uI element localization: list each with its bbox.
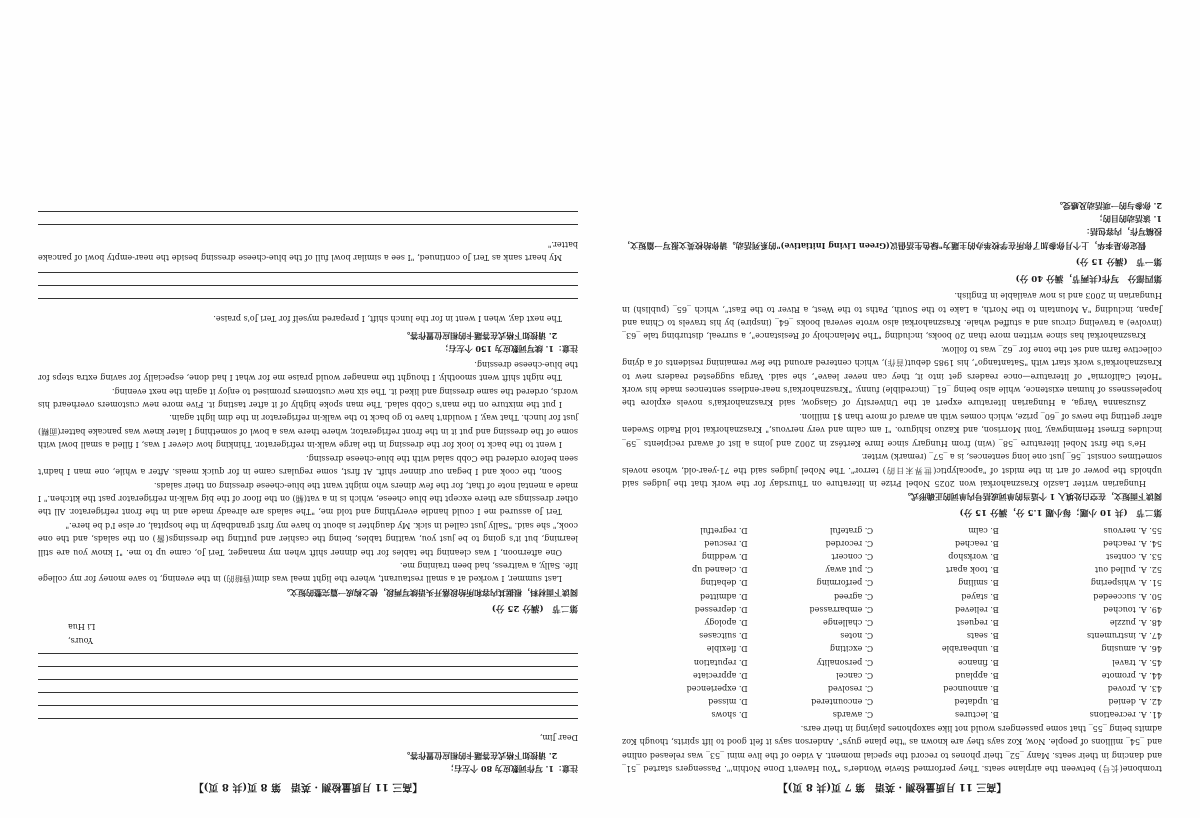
option-cell: D. cleaned up (692, 565, 748, 575)
option-cell: 53. A. contest (1106, 551, 1162, 561)
option-row (622, 708, 1162, 721)
option-cell: 52. A. pulled out (1094, 565, 1162, 575)
story-paragraph-2: One afternoon, I was cleaning the tables for the dinner shift when my manager, Teri Jo, came up to me. "I know you are still learning, but it's going to be just you, waiting tables, being the cashier and putting the dressings(酱) on the salads, and the one cook," she said. "Sally just called in sick. My daughter is about to have my first grandbaby in the hospital, or else I'd be here." (38, 520, 578, 557)
option-cell: B. unbearable (941, 644, 999, 654)
option-cell: C. notes (840, 631, 874, 641)
writing-note-1: 注意：1. 写作词数应为 80 个左右； (446, 764, 578, 774)
option-cell: B. seats (966, 631, 999, 641)
option-cell: D. missed (708, 697, 748, 707)
answer-line[interactable] (38, 653, 578, 654)
page-8-footer: 【高三 11 月质量检测 · 英语 第 8 页(共 8 页)】 (193, 781, 423, 792)
grammar-paragraph-3: Zsuzsanna Varga, a Hungarian literature expert at the University of Glasgow, said Krasznahorkai's novels explore the hopelessness of human existence, while also being _61_ (incredible) funny. "Krasznahorkai's near-endless sentences made his work "Hotel California" of literature—once readers get into it, they can never leave", she said. Varga suggested readers new to Krasznahorkai's work start with "Satantango", his 1985 debut(首作), which centered around the few remaining residents of a dying collective farm and set the tone for _62_ was to follow. (622, 344, 1162, 408)
answer-line[interactable] (38, 285, 578, 286)
writing-section-1-title: 第一节 (满分 15 分) (1075, 255, 1162, 266)
continuation-section-title: 第二节 (满分 25 分) (491, 602, 578, 613)
continuation-para-1-opening: The next day, when I went in for the lunch shift, I prepared myself for Teri Jo's praise. (213, 313, 562, 323)
answer-line[interactable] (38, 679, 578, 680)
option-cell: D. experienced (686, 683, 748, 693)
grammar-paragraph-4: Krasznahorkai has since written more than 20 books, including "The Melancholy of Resistance", a surreal, disturbing tale _63_ (involve) a traveling circus and a stuffed whale. Krasznahorkai also wrote several books _64_ (inspire) by his travels to China and Japan, including "A Mountain to the North, a Lake to the South, Paths to the West, a River to the East", which _65_ (publish) in Hungarian in 2003 and is now available in English. (622, 291, 1162, 341)
option-row (622, 563, 1162, 576)
story-paragraph-6: I put the mixture on the man's Cobb salad. The man spoke highly of it after tasting it. Five more new customers overheard his words, ordered the same dressing and liked it. The six new customers promised to enjoy it again the next evening. (38, 386, 578, 410)
option-cell: 46. A. amusing (1101, 644, 1162, 654)
option-cell: D. rescued (704, 538, 748, 548)
option-cell: B. workshop (948, 551, 999, 561)
option-cell: D. reputation (693, 657, 748, 667)
letter-signature: Li Hua (68, 621, 96, 631)
option-cell: B. applaud (955, 670, 999, 680)
option-cell: C. grateful (829, 525, 874, 535)
option-cell: B. reached (954, 538, 999, 548)
option-cell: C. encountered (811, 697, 874, 707)
answer-line[interactable] (38, 718, 578, 719)
option-cell: D. apology (704, 617, 748, 627)
continuation-instructions: 阅读下面材料，根据其内容和所给段落开头语续写两段，使之构成一篇完整的短文。 (282, 587, 578, 598)
option-cell: C. put away (825, 565, 874, 575)
letter-closing: Yours, (68, 635, 94, 645)
option-row (622, 603, 1162, 616)
option-row (622, 642, 1162, 655)
option-row (622, 655, 1162, 668)
option-cell: B. request (956, 617, 999, 627)
option-cell: 42. A. denied (1108, 697, 1162, 707)
option-row (622, 523, 1162, 536)
option-cell: 45. A. travel (1112, 657, 1162, 667)
option-cell: D. regretful (700, 525, 748, 535)
option-cell: D. appreciate (693, 670, 748, 680)
answer-line[interactable] (38, 272, 578, 273)
option-cell: B. lectures (954, 710, 999, 720)
option-cell: 54. A. reached (1103, 538, 1162, 548)
option-cell: 43. A. proved (1107, 683, 1162, 693)
cloze-options (622, 523, 1162, 721)
option-row (622, 682, 1162, 695)
writing-point-1: 1. 该活动的目的； (1094, 214, 1162, 225)
option-cell: D. suitcases (699, 631, 748, 641)
option-cell: C. resolved (827, 683, 874, 693)
page-7 (600, 0, 1200, 818)
option-cell: B. stayed (961, 591, 999, 601)
grammar-paragraph-2: He's the first Nobel literature _58_ (win) from Hungary since Imre Kertész in 2002 and joins a list of award recipients _59_ includes Ernest Hemingway, Toni Morrison, and Kazuo Ishiguro. "I am calm and very nervous," Krasznahorkai told Radio Sweden after getting the news of _60_ prize, which comes with an award of more than $1 million. (622, 411, 1162, 448)
option-cell: 51. A. whispering (1090, 578, 1162, 588)
letter-greeting: Dear Jim, (539, 733, 578, 743)
option-cell: B. finance (958, 657, 999, 667)
story-paragraph-3: Teri Jo assured me I could handle everything and told me, "The salads are already made and in the front refrigerator. All the other dressings are there except the blue cheese, which is in a vat(桶) on the floor of the big walk-in refrigerator past the kitchen." I made a mental note of that, for the few diners who might want the blue-cheese dressing on their salads. (38, 480, 578, 517)
cloze-passage-end: trombone(长号) between the airplane seats. They performed Stevie Wonder's "You Haven't Done Nothin'". Passengers started _51_ and dancing in their seats. Many _52_ their phones to record the special moment. A video of the live mini _53_ was released online and _54_ millions of people. Now, Koz says they are known as "the plane guys". Anderson says it felt good to lift spirits, though Koz admits being _55_ that some passengers would not like saxophones playing in their ears. (622, 723, 1162, 773)
option-cell: C. embarrassed (809, 604, 874, 614)
option-cell: B. relieved (955, 604, 999, 614)
story-paragraph-1: Last summer, I worked at a small restaurant, where the light meal was dim(昏暗的) in the evening, to save money for my college life. Sally, a waitress, had been training me. (38, 560, 578, 584)
option-cell: C. personality (816, 657, 874, 667)
answer-line[interactable] (38, 224, 578, 225)
option-row (622, 537, 1162, 550)
option-cell: D. admitted (700, 591, 748, 601)
writing-point-2: 2. 你参与的一项活动及感受。 (1054, 200, 1162, 211)
option-row (622, 616, 1162, 629)
option-cell: C. agreed (833, 591, 874, 601)
option-cell: C. cancel (836, 670, 874, 680)
writing-note-2: 2. 请按如下格式在答题卡的相应位置作答。 (402, 750, 558, 761)
option-cell: C. recorded (825, 538, 874, 548)
writing-task: 假定你是李华，上个月你参加了你所在学校举办的主题为"绿色生活倡议(Green Living Initiative)"的系列活动。请你给校英文报写一篇短文，投稿写作，内容包括： (622, 227, 1162, 251)
option-row (622, 695, 1162, 708)
option-cell: C. performing (816, 578, 874, 588)
grammar-section-title: 第二节 (共 10 小题；每小题 1.5 分，满分 15 分) (959, 507, 1162, 518)
story-paragraph-7: The night shift went smoothly. I thought the manager would praise me for what I had done, especially for saving extra steps for the blue-cheese dressing. (38, 359, 578, 383)
page-7-footer: 【高三 11 月质量检测 · 英语 第 7 页(共 8 页)】 (777, 781, 1007, 792)
option-cell: 48. A. puzzle (1109, 617, 1162, 627)
option-cell: 41. A. recreations (1089, 710, 1162, 720)
grammar-instructions: 阅读下面短文，在空白处填入 1 个适当的单词或括号内单词的正确形式。 (902, 492, 1162, 503)
option-cell: B. took apart (945, 565, 999, 575)
continuation-note-2: 2. 请按如下格式在答题卡的相应位置作答。 (402, 331, 558, 342)
option-cell: C. awards (832, 710, 874, 720)
option-cell: C. exciting (829, 644, 874, 654)
option-row (622, 576, 1162, 589)
option-cell: B. announced (943, 683, 999, 693)
option-cell: D. shows (711, 710, 748, 720)
continuation-para-2-opening: My heart sank as Teri Jo continued, "I see a similar bowl full of the blue-cheese dressing beside the near-empty bowl of pancake batter." (38, 239, 578, 263)
answer-line[interactable] (38, 211, 578, 212)
option-cell: 49. A. touched (1103, 604, 1162, 614)
option-cell: 50. A. succeeded (1093, 591, 1162, 601)
option-cell: B. calm (968, 525, 999, 535)
option-cell: B. smiling (958, 578, 999, 588)
option-cell: C. concert (831, 551, 874, 561)
continuation-note-1: 注意：1. 续写词数应为 150 个左右； (440, 344, 578, 355)
answer-line[interactable] (38, 705, 578, 706)
writing-part-title: 第四部分 写作(共两节，满分 40 分) (1015, 272, 1162, 283)
answer-line[interactable] (38, 666, 578, 667)
grammar-paragraph-1: Hungarian writer Laszlo Krasznahorkai won 2025 Nobel Prize in literature on Thursday for the work that the judges said upholds the power of art in the midst of "apocalyptic(世界末日的) terror". The Nobel judges said the 71-year-old, whose novels sometimes consist _56_ just one long sentences, is a _57_ (remark) writer. (622, 452, 1162, 488)
option-cell: 44. A. promote (1101, 670, 1162, 680)
story-paragraph-5: I went to the back to look for the dressing in the large walk-in refrigerator. Thinking how clever I was, I filled a small bowl with some of the dressing and put it in the front refrigerator, where there was a bowl of something I later knew was pancake batter(面糊) just for lunch. That way, I wouldn't have to go back to the walk-in refrigerator in the dim light again. (38, 413, 578, 450)
option-cell: D. wedding (701, 551, 748, 561)
option-cell: B. updated (954, 697, 999, 707)
option-cell: D. debating (700, 578, 748, 588)
option-row (622, 589, 1162, 602)
answer-line[interactable] (38, 298, 578, 299)
option-cell: 47. A. instruments (1087, 631, 1162, 641)
option-row (622, 629, 1162, 642)
option-cell: D. flexible (706, 644, 748, 654)
option-cell: D. depressed (694, 604, 748, 614)
option-cell: 55. A. nervous (1103, 525, 1162, 535)
option-row (622, 669, 1162, 682)
option-row (622, 550, 1162, 563)
story-paragraph-4: Soon, the cook and I began our dinner shift. At first, some regulars came in for quick meals. After a while, one man I hadn't seen before ordered the Cobb salad with the blue-cheese dressing. (38, 453, 578, 477)
answer-line[interactable] (38, 692, 578, 693)
option-cell: C. challenge (822, 617, 874, 627)
